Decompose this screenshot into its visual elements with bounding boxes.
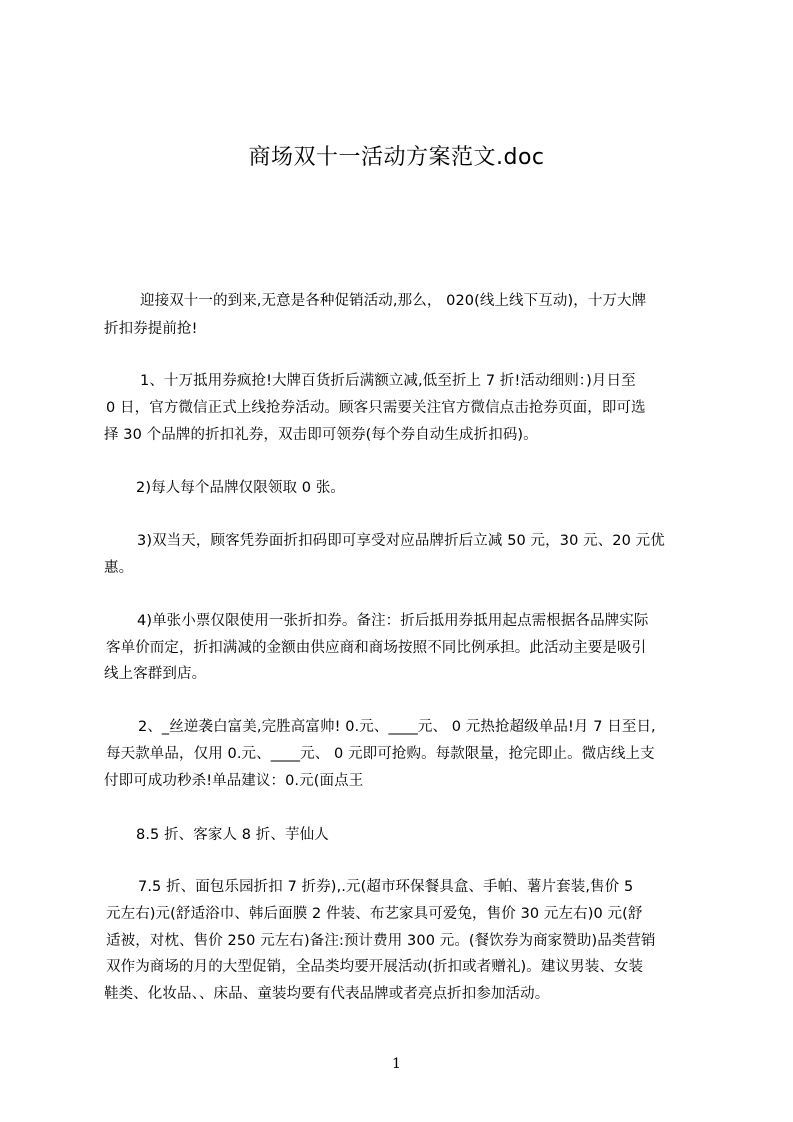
paragraph-line: 迎接双十一的到来,无意是各种促销活动,那么， 020(线上线下互动)，十万大牌	[140, 293, 647, 309]
paragraph-line: 适被，对枕、售价 250 元左右)备注:预计费用 300 元。(餐饮券为商家赞助)品类营销	[106, 933, 656, 949]
paragraph-line: 7.5 折、面包乐园折扣 7 折券),.元(超市环保餐具盒、手帕、薯片套装,售价 5	[138, 879, 634, 895]
paragraph-line: 惠。	[104, 560, 134, 576]
page-number: 1	[392, 1056, 401, 1072]
paragraph-line: 双作为商场的月的大型促销，全品类均要开展活动(折扣或者赠礼)。建议男装、女装	[106, 959, 644, 975]
paragraph-line: 3)双当天，顾客凭券面折扣码即可享受对应品牌折后立减 50 元，30 元、20 元优	[137, 533, 665, 549]
paragraph-line: 0 日，官方微信正式上线抢券活动。顾客只需要关注官方微信点击抢券页面，即可选	[106, 400, 646, 416]
paragraph-line: 鞋类、化妆品、、床品、童装均要有代表品牌或者亮点折扣参加活动。	[104, 986, 550, 1002]
paragraph-line: 每天款单品，仅用 0.元、____元、 0 元即可抢购。每款限量，抢完即止。微店线上支	[106, 746, 655, 762]
paragraph-line: 付即可成功秒杀!单品建议：0.元(面点王	[104, 773, 364, 789]
paragraph-line: 元左右)元(舒适浴巾、韩后面膜 2 件装、布艺家具可爱兔，售价 30 元左右)0 元(舒	[106, 906, 643, 922]
paragraph-line: 择 30 个品牌的折扣礼券，双击即可领券(每个券自动生成折扣码)。	[104, 427, 538, 443]
paragraph-line: 2)每人每个品牌仅限领取 0 张。	[136, 480, 346, 496]
paragraph-line: 1、十万抵用券疯抢!大牌百货折后满额立减,低至折上 7 折!活动细则：)月日至	[140, 373, 636, 389]
paragraph-line: 2、_丝逆袭白富美,完胜高富帅! 0.元、____元、 0 元热抢超级单品!月 7 日至日,	[138, 719, 656, 735]
paragraph-line: 折扣券提前抢!	[104, 321, 198, 337]
paragraph-line: 客单价而定，折扣满减的金额由供应商和商场按照不同比例承担。此活动主要是吸引	[106, 640, 647, 656]
document-title: 商场双十一活动方案范文.doc	[248, 145, 545, 170]
paragraph-line: 线上客群到店。	[104, 666, 207, 682]
paragraph-line: 4)单张小票仅限使用一张折扣券。备注：折后抵用券抵用起点需根据各品牌实际	[137, 613, 649, 629]
paragraph-line: 8.5 折、客家人 8 折、芋仙人	[136, 827, 329, 843]
